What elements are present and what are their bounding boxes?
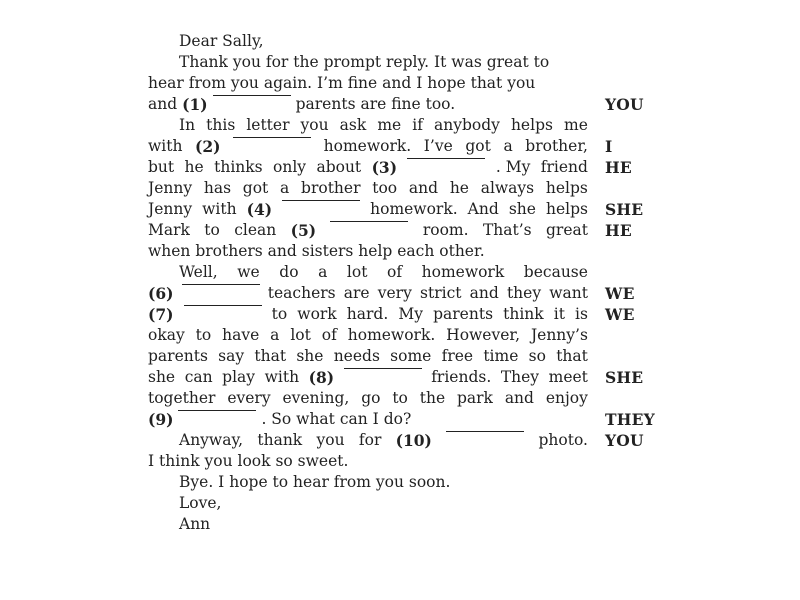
word: that [556, 347, 588, 365]
answer-blank [184, 304, 262, 306]
line-text [148, 283, 588, 304]
word: okay [148, 326, 185, 344]
word: he [184, 158, 204, 176]
word: we [237, 263, 260, 281]
word: park [456, 389, 493, 407]
answer-blank [182, 283, 260, 285]
word: . So what can I do? [261, 410, 412, 428]
word: anybody [433, 116, 500, 134]
word: parents are fine too. [295, 95, 456, 113]
letter-line [148, 346, 660, 367]
word: clean [234, 221, 277, 239]
word: can [184, 368, 213, 386]
pronoun-keyword: YOU [605, 431, 644, 450]
word: are [343, 284, 370, 302]
word: a [318, 263, 328, 281]
word: too [372, 179, 398, 197]
letter-line [148, 388, 660, 409]
word: That’s [482, 221, 532, 239]
word: she [508, 200, 536, 218]
word: and [504, 389, 534, 407]
line-text [148, 199, 588, 220]
word: work [297, 305, 337, 323]
gap-number: (10) [395, 431, 432, 450]
word: do [279, 263, 299, 281]
answer-blank [178, 409, 256, 411]
line-text [148, 178, 588, 199]
gap-number: (9) [148, 410, 174, 429]
word: homework. [370, 200, 458, 218]
answer-blank [344, 367, 422, 369]
letter-line [148, 115, 660, 136]
line-text [148, 367, 588, 388]
word: for [358, 431, 382, 449]
word: play [222, 368, 256, 386]
word: . My [495, 158, 531, 176]
pronoun-keyword: WE [605, 284, 635, 303]
letter-line [148, 409, 660, 430]
word: she [148, 368, 176, 386]
word: teachers [267, 284, 336, 302]
word: got [465, 137, 491, 155]
word: thank [257, 431, 303, 449]
letter-body [148, 52, 660, 535]
letter-line [148, 73, 660, 94]
letter-line [148, 94, 660, 115]
answer-blank [233, 136, 311, 138]
word: together [148, 389, 216, 407]
word: have [222, 326, 260, 344]
letter-line [148, 514, 660, 535]
word: friend [540, 158, 588, 176]
answer-blank [407, 157, 485, 159]
word: to [271, 305, 288, 323]
pronoun-keyword: I [605, 137, 613, 156]
word: great [546, 221, 588, 239]
letter-line [148, 136, 660, 157]
pronoun-keyword: SHE [605, 368, 644, 387]
word: you [316, 431, 345, 449]
word: brother, [525, 137, 588, 155]
word: And [467, 200, 499, 218]
word: hard. [346, 305, 389, 323]
word: want [549, 284, 588, 302]
word: Bye. I hope to hear from you soon. [179, 473, 451, 491]
letter-line [148, 430, 660, 451]
word: hear from you again. I’m fine and I hope that you [148, 74, 536, 92]
word: Jenny [148, 200, 193, 218]
line-text [179, 115, 588, 136]
line-text [148, 409, 588, 430]
word: lot [346, 263, 368, 281]
gap-number: (8) [308, 368, 335, 387]
word: so [528, 347, 546, 365]
word: every [227, 389, 271, 407]
line-text [179, 514, 588, 535]
word: enjoy [545, 389, 588, 407]
pronoun-keyword: WE [605, 305, 635, 324]
word: this [206, 116, 236, 134]
letter-line [148, 262, 660, 283]
word: lot [290, 326, 311, 344]
word: always [480, 179, 535, 197]
word: some [390, 347, 432, 365]
word: with [148, 137, 183, 155]
letter-line [148, 220, 660, 241]
line-text [179, 262, 588, 283]
word: only [273, 158, 307, 176]
word: strict [420, 284, 462, 302]
line-text [148, 241, 588, 262]
word: photo. [538, 431, 588, 449]
letter-line [148, 283, 660, 304]
word: letter [246, 116, 290, 134]
word: Love, [179, 494, 222, 512]
letter-line [148, 493, 660, 514]
word: if [412, 116, 423, 134]
word: homework. [323, 137, 412, 155]
word: brother [301, 179, 361, 197]
letter-line [148, 325, 660, 346]
pronoun-keyword: SHE [605, 200, 644, 219]
word: they [506, 284, 542, 302]
word: My [398, 305, 424, 323]
word: I think you look so sweet. [148, 452, 349, 470]
word: However, [446, 326, 521, 344]
pronoun-keyword: THEY [605, 410, 655, 429]
word: Thank you for the prompt reply. It was great to [179, 53, 550, 71]
word: helps [545, 179, 588, 197]
word: helps [545, 200, 588, 218]
letter-line [148, 178, 660, 199]
word: of [387, 263, 403, 281]
line-text [179, 52, 588, 73]
letter-line [148, 451, 660, 472]
gap-number: (7) [148, 305, 174, 324]
line-text [148, 388, 588, 409]
word: go [361, 389, 381, 407]
letter-line [148, 157, 660, 178]
line-text [148, 157, 588, 178]
word: but [148, 158, 175, 176]
word: about [316, 158, 362, 176]
word: time [483, 347, 519, 365]
word: with [264, 368, 300, 386]
word: Jenny’s [530, 326, 588, 344]
word: needs [333, 347, 380, 365]
word: me [564, 116, 588, 134]
word: a [280, 179, 290, 197]
letter-line [148, 472, 660, 493]
word: Well, [179, 263, 218, 281]
answer-blank [282, 199, 360, 201]
word: In [179, 116, 196, 134]
word: say [218, 347, 245, 365]
letter-line [148, 304, 660, 325]
greeting: Dear Sally, [179, 32, 264, 50]
gap-number: (1) [182, 95, 208, 114]
word: and [469, 284, 499, 302]
word: very [377, 284, 412, 302]
word: a [270, 326, 280, 344]
word: has [203, 179, 232, 197]
line-text [148, 73, 588, 94]
word: They [500, 368, 540, 386]
line-text [148, 346, 588, 367]
word: of [321, 326, 337, 344]
pronoun-keyword: YOU [605, 95, 644, 114]
gap-number: (4) [246, 200, 273, 219]
word: evening, [282, 389, 350, 407]
word: thinks [214, 158, 263, 176]
answer-blank [213, 94, 291, 96]
word: got [242, 179, 269, 197]
word: helps [510, 116, 553, 134]
word: she [296, 347, 324, 365]
word: the [419, 389, 446, 407]
line-text [179, 493, 588, 514]
word: Anyway, [179, 431, 244, 449]
line-text [148, 94, 588, 115]
word: when brothers and sisters help each other. [148, 242, 485, 260]
line-text [148, 304, 588, 325]
word: with [202, 200, 237, 218]
word: to [195, 326, 212, 344]
word: I’ve [423, 137, 453, 155]
letter-line [148, 241, 660, 262]
word: free [441, 347, 474, 365]
pronoun-keyword: HE [605, 221, 632, 240]
line-text [148, 220, 588, 241]
word: me [377, 116, 402, 134]
word: he [449, 179, 469, 197]
word: meet [548, 368, 588, 386]
word: it [553, 305, 565, 323]
word: and [148, 95, 178, 113]
word: friends. [431, 368, 492, 386]
word: parents [148, 347, 208, 365]
word: Jenny [148, 179, 193, 197]
word: think [503, 305, 544, 323]
letter-line [148, 367, 660, 388]
word: homework. [347, 326, 436, 344]
word: room. [422, 221, 469, 239]
line-text [179, 430, 588, 451]
pronoun-keyword: HE [605, 158, 632, 177]
word: a [503, 137, 513, 155]
answer-blank [330, 220, 408, 222]
letter-line [148, 52, 660, 73]
word: you [300, 116, 329, 134]
word: parents [433, 305, 494, 323]
gap-number: (2) [195, 137, 221, 156]
word: Mark [148, 221, 190, 239]
line-text [148, 451, 588, 472]
word: to [392, 389, 408, 407]
word: ask [339, 116, 367, 134]
gap-number: (3) [371, 158, 398, 177]
gap-number: (5) [290, 221, 317, 240]
word: to [204, 221, 220, 239]
word: and [408, 179, 439, 197]
answer-blank [446, 430, 524, 432]
word: Ann [179, 515, 211, 533]
letter-line [148, 199, 660, 220]
word: homework [421, 263, 505, 281]
word: because [523, 263, 588, 281]
line-text [148, 136, 588, 157]
greeting-line [148, 31, 660, 52]
letter [148, 31, 660, 535]
word: that [254, 347, 287, 365]
line-text [179, 472, 588, 493]
word: is [575, 305, 588, 323]
gap-number: (6) [148, 284, 174, 303]
line-text [148, 325, 588, 346]
